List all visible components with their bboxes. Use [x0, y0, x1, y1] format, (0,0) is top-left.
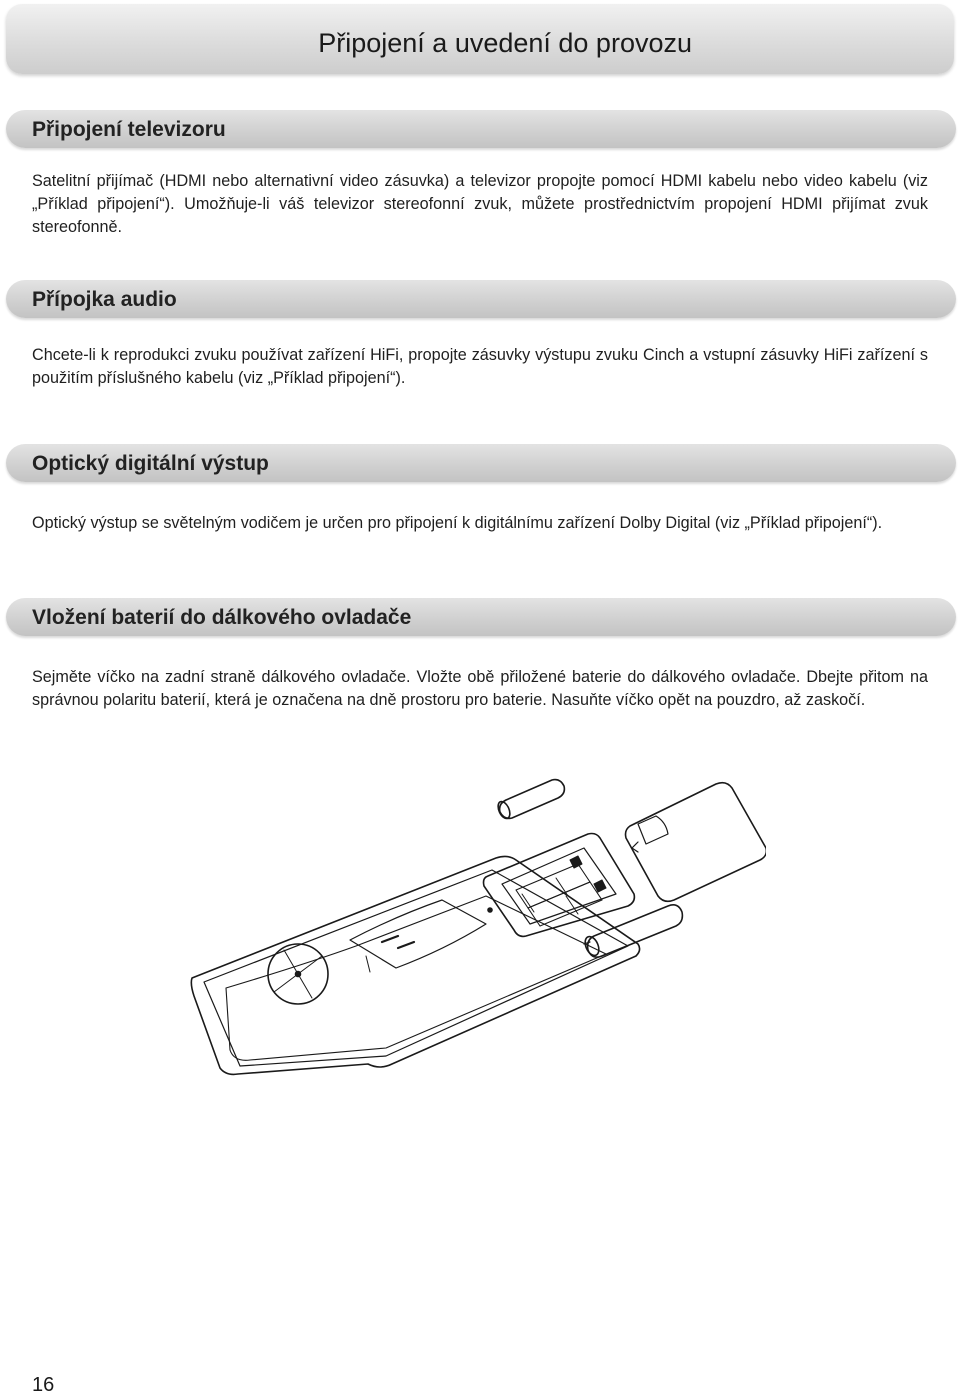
remote-battery-illustration [186, 778, 766, 1088]
page-number: 16 [32, 1374, 55, 1396]
battery-cover [626, 783, 767, 902]
page-title-bar [6, 4, 954, 74]
section-title: Vložení baterií do dálkového ovladače [32, 606, 412, 629]
section-header-optical [6, 444, 956, 482]
section-title: Připojení televizoru [32, 118, 226, 141]
section-body: Sejměte víčko na zadní straně dálkového ovladače. Vložte obě přiložené baterie do dálkového ovladače. Dbejte přitom na správnou polaritu baterií, která je označena na dně prostoru pro baterie. Nasuňte víčko opět na pouzdro, až zaskočí. [32, 668, 928, 709]
section-body: Optický výstup se světelným vodičem je určen pro připojení k digitálnímu zařízení Dolby Digital (viz „Příklad připojení“). [32, 514, 883, 532]
page-title: Připojení a uvedení do provozu [318, 28, 692, 58]
section-title: Přípojka audio [32, 288, 177, 311]
section-title: Optický digitální výstup [32, 452, 269, 475]
section-header-tv [6, 110, 956, 148]
section-body: Chcete-li k reprodukci zvuku používat zařízení HiFi, propojte zásuvky výstupu zvuku Cinch a vstupní zásuvky HiFi zařízení s použitím příslušného kabelu (viz „Příklad připojení“). [32, 346, 928, 387]
section-header-audio [6, 280, 956, 318]
battery-icon [496, 780, 565, 821]
section-body: Satelitní přijímač (HDMI nebo alternativní video zásuvka) a televizor propojte pomocí HDMI kabelu nebo video kabelu (viz „Příklad připojení“). Umožňuje-li váš televizor stereofonní zvuk, můžete prostřednictvím propojení HDMI přijímat zvuk stereofonně. [32, 172, 928, 236]
section-header-batteries [6, 598, 956, 636]
battery-compartment [484, 834, 635, 937]
